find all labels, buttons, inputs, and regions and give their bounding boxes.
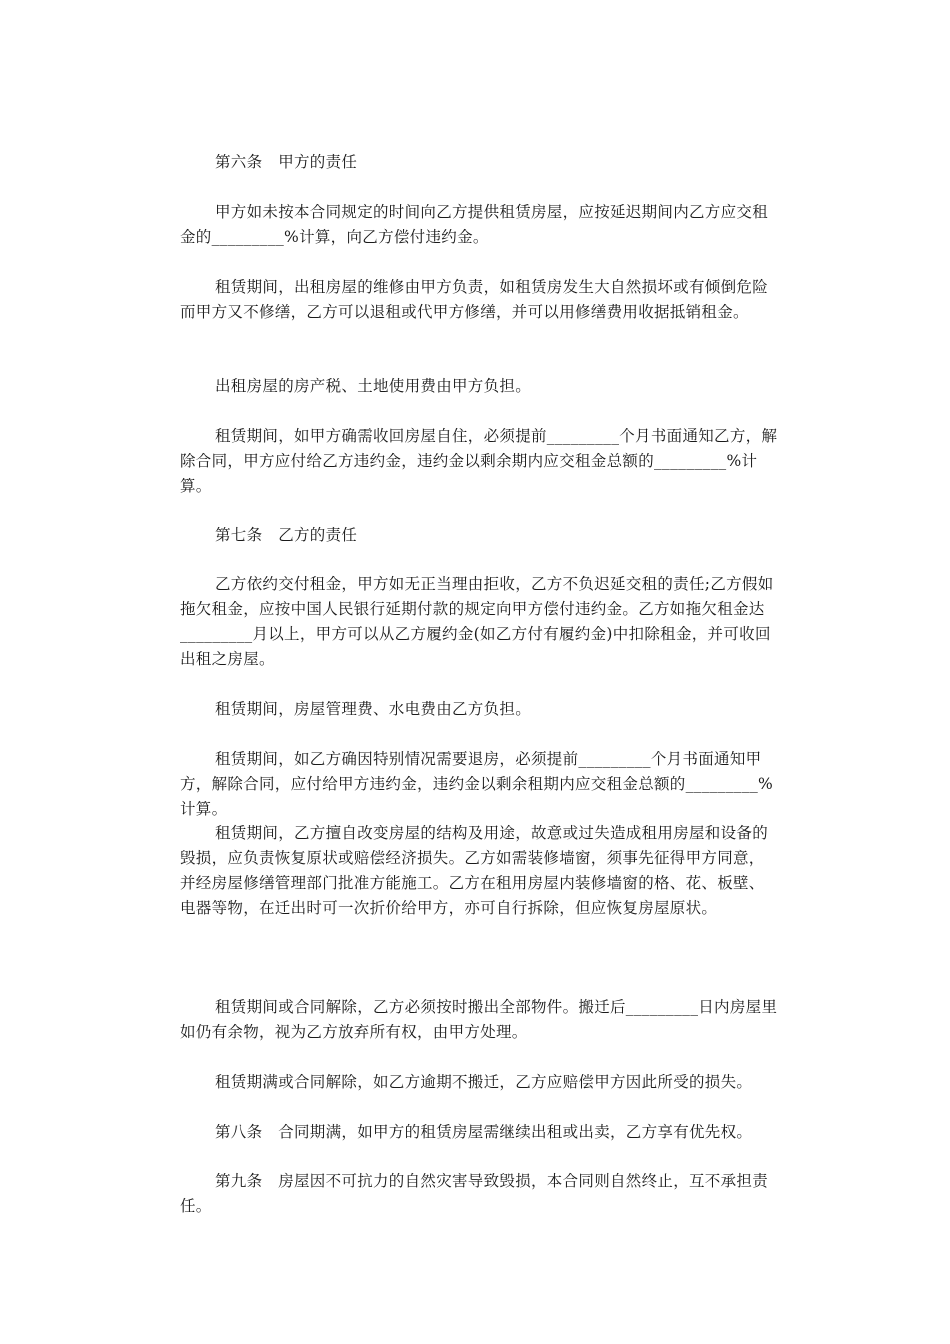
paragraph-7-1: 乙方依约交付租金，甲方如无正当理由拒收，乙方不负迟延交租的责任;乙方假如拖欠租金，应按中国人民银行延期付款的规定向甲方偿付违约金。乙方如拖欠租金达_________月以上，甲方可以从乙方履约金(如乙方付有履约金)中扣除租金，并可收回出租之房屋。 [180, 575, 774, 668]
paragraph-6-3: 出租房屋的房产税、土地使用费由甲方负担。 [215, 377, 532, 395]
paragraph-6-1: 甲方如未按本合同规定的时间向乙方提供租赁房屋，应按延迟期间内乙方应交租金的_________%计算，向乙方偿付违约金。 [180, 203, 769, 246]
paragraph-6-2: 租赁期间，出租房屋的维修由甲方负责，如租赁房发生大自然损坏或有倾倒危险而甲方又不修缮，乙方可以退租或代甲方修缮，并可以用修缮费用收据抵销租金。 [180, 278, 769, 321]
article-8: 第八条 合同期满，如甲方的租赁房屋需继续出租或出卖，乙方享有优先权。 [215, 1123, 753, 1141]
article-7-heading: 第七条 乙方的责任 [215, 526, 358, 544]
paragraph-7-3: 租赁期间，如乙方确因特别情况需要退房，必须提前_________个月书面通知甲方，解除合同，应付给甲方违约金，违约金以剩余租期内应交租金总额的_________%计算。 [180, 750, 774, 818]
paragraph-7-6: 租赁期满或合同解除，如乙方逾期不搬迁，乙方应赔偿甲方因此所受的损失。 [215, 1073, 753, 1091]
article-9: 第九条 房屋因不可抗力的自然灾害导致毁损，本合同则自然终止，互不承担责任。 [180, 1172, 769, 1215]
paragraph-7-2: 租赁期间，房屋管理费、水电费由乙方负担。 [215, 700, 532, 718]
article-6-heading: 第六条 甲方的责任 [215, 153, 358, 171]
paragraph-7-4: 租赁期间，乙方擅自改变房屋的结构及用途，故意或过失造成租用房屋和设备的毁损，应负责恢复原状或赔偿经济损失。乙方如需装修墙窗，须事先征得甲方同意，并经房屋修缮管理部门批准方能施工。乙方在租用房屋内装修墙窗的格、花、板壁、电器等物，在迁出时可一次折价给甲方，亦可自行拆除，但应恢复房屋原状。 [180, 824, 769, 917]
paragraph-6-4: 租赁期间，如甲方确需收回房屋自住，必须提前_________个月书面通知乙方，解除合同，甲方应付给乙方违约金，违约金以剩余期内应交租金总额的_________%计算。 [180, 427, 778, 495]
paragraph-7-5: 租赁期间或合同解除，乙方必须按时搬出全部物件。搬迁后_________日内房屋里如仍有余物，视为乙方放弃所有权，由甲方处理。 [180, 998, 778, 1041]
